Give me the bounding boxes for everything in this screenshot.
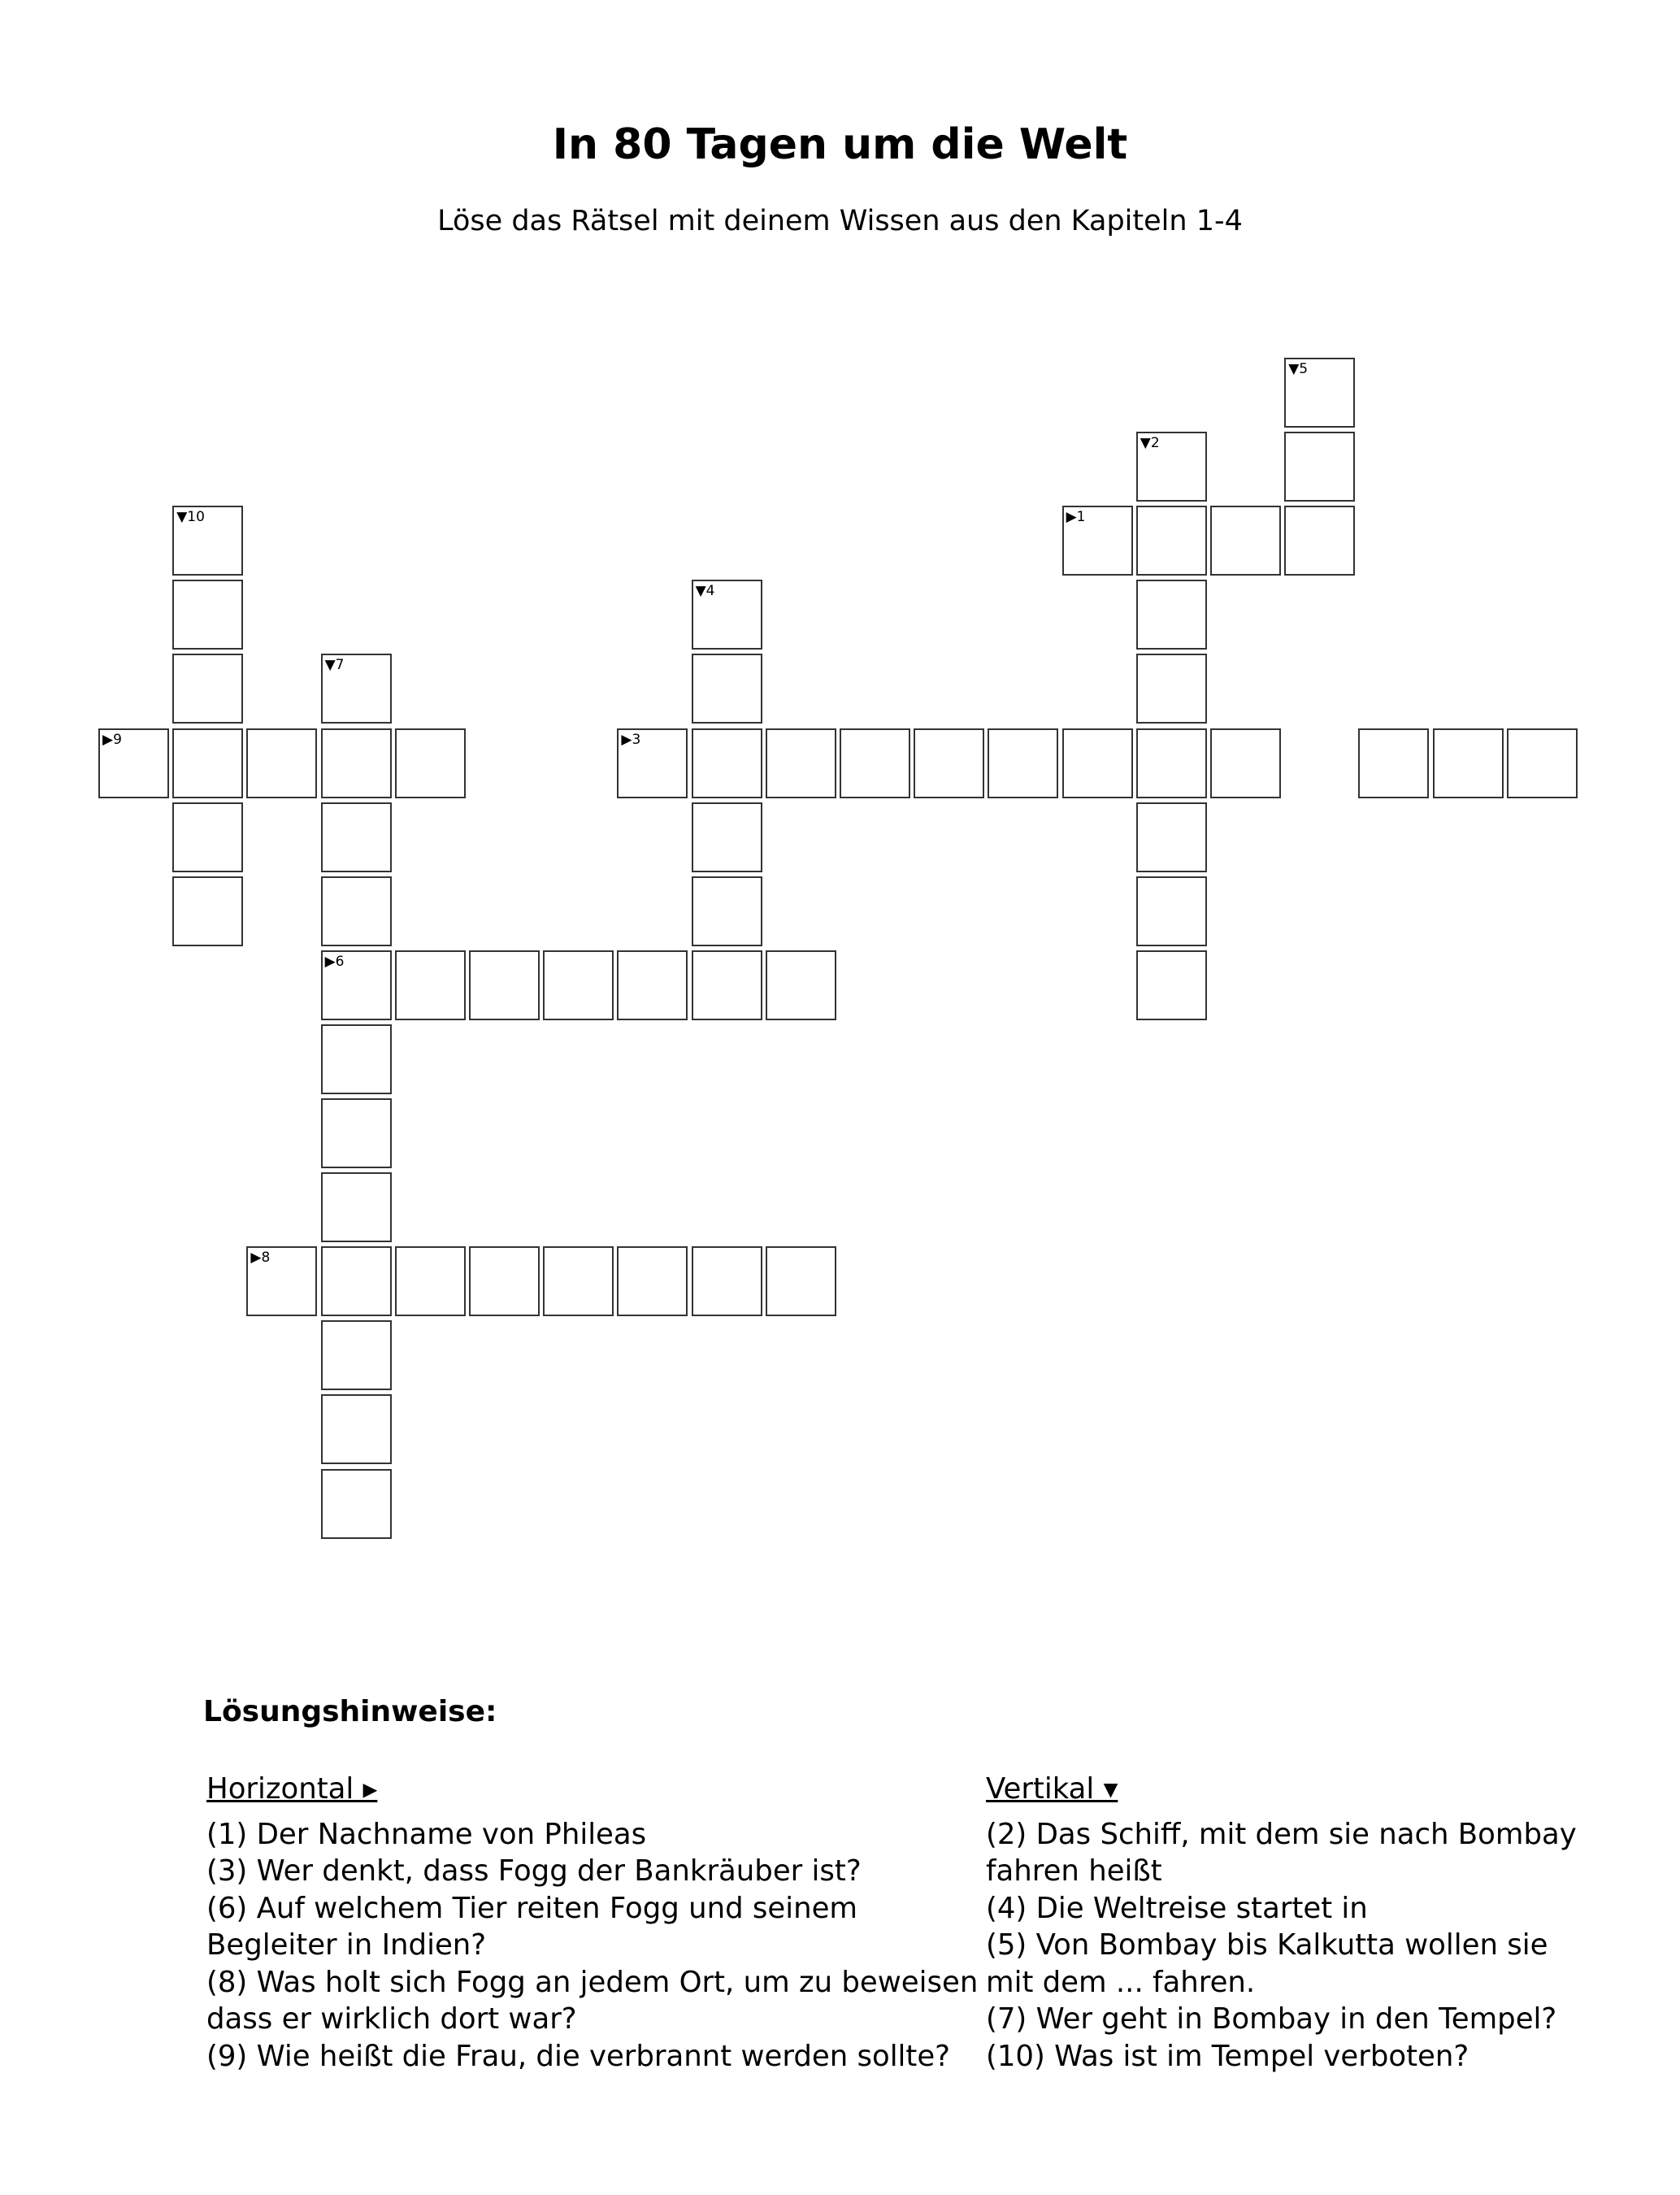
- clue-number: ▶1: [1066, 509, 1086, 526]
- grid-cell[interactable]: [1136, 802, 1207, 872]
- grid-cell[interactable]: [1136, 728, 1207, 798]
- grid-cell[interactable]: [692, 876, 762, 946]
- grid-cell[interactable]: [692, 728, 762, 798]
- horizontal-heading: Horizontal ▸: [206, 1772, 378, 1806]
- clue-number: ▼2: [1140, 435, 1160, 452]
- clue-number: ▶9: [102, 731, 122, 748]
- grid-cell[interactable]: [321, 728, 392, 798]
- grid-cell[interactable]: [692, 580, 762, 650]
- grid-cell[interactable]: [1358, 728, 1429, 798]
- clue-vertical-4: (4) Die Weltreise startet in: [986, 1891, 1368, 1925]
- grid-cell[interactable]: [321, 1469, 392, 1539]
- clue-number: ▶8: [250, 1250, 271, 1267]
- grid-cell[interactable]: [395, 728, 466, 798]
- grid-cell[interactable]: [692, 1246, 762, 1316]
- grid-cell[interactable]: [617, 1246, 688, 1316]
- clue-number: ▼4: [695, 583, 715, 600]
- grid-cell[interactable]: [766, 950, 836, 1020]
- clue-number: ▶6: [324, 953, 345, 970]
- grid-cell[interactable]: [840, 728, 910, 798]
- grid-cell[interactable]: [172, 728, 243, 798]
- grid-cell[interactable]: [172, 876, 243, 946]
- grid-cell[interactable]: [1136, 580, 1207, 650]
- grid-cell[interactable]: [172, 506, 243, 576]
- grid-cell[interactable]: [321, 1320, 392, 1390]
- grid-cell[interactable]: [543, 950, 614, 1020]
- clue-number: ▼10: [176, 509, 205, 526]
- grid-cell[interactable]: [321, 1024, 392, 1094]
- clue-number: ▶3: [621, 731, 641, 748]
- grid-cell[interactable]: [246, 728, 317, 798]
- clue-horizontal-3: (3) Wer denkt, dass Fogg der Bankräuber ist?: [206, 1854, 862, 1888]
- grid-cell[interactable]: [172, 802, 243, 872]
- vertical-clues: [986, 1771, 1604, 2075]
- grid-cell[interactable]: [1433, 728, 1504, 798]
- grid-cell[interactable]: [1210, 728, 1281, 798]
- clue-vertical-10: (10) Was ist im Tempel verboten?: [986, 2039, 1469, 2073]
- clue-vertical-5: (5) Von Bombay bis Kalkutta wollen sie mit dem ... fahren.: [986, 1928, 1548, 1999]
- grid-cell[interactable]: [321, 950, 392, 1020]
- clue-horizontal-6: (6) Auf welchem Tier reiten Fogg und seinem Begleiter in Indien?: [206, 1891, 858, 1962]
- grid-cell[interactable]: [1284, 358, 1355, 428]
- page-subtitle: Löse das Rätsel mit deinem Wissen aus den Kapiteln 1-4: [437, 205, 1243, 237]
- grid-cell[interactable]: [1062, 728, 1133, 798]
- grid-cell[interactable]: [1210, 506, 1281, 576]
- clue-horizontal-8: (8) Was holt sich Fogg an jedem Ort, um zu beweisen dass er wirklich dort war?: [206, 1965, 979, 2036]
- grid-cell[interactable]: [1284, 506, 1355, 576]
- grid-cell[interactable]: [98, 728, 169, 798]
- grid-cell[interactable]: [1284, 432, 1355, 502]
- grid-cell[interactable]: [766, 1246, 836, 1316]
- grid-cell[interactable]: [1062, 506, 1133, 576]
- grid-cell[interactable]: [321, 1098, 392, 1168]
- grid-cell[interactable]: [321, 1172, 392, 1242]
- clue-horizontal-9: (9) Wie heißt die Frau, die verbrannt werden sollte?: [206, 2039, 951, 2073]
- grid-cell[interactable]: [172, 580, 243, 650]
- grid-cell[interactable]: [1136, 654, 1207, 724]
- grid-cell[interactable]: [617, 950, 688, 1020]
- horizontal-clues: [206, 1771, 979, 2075]
- grid-cell[interactable]: [1136, 950, 1207, 1020]
- clue-number: ▼5: [1288, 361, 1309, 377]
- grid-cell[interactable]: [321, 876, 392, 946]
- grid-cell[interactable]: [543, 1246, 614, 1316]
- grid-cell[interactable]: [692, 654, 762, 724]
- clue-number: ▼7: [324, 657, 345, 674]
- hints-heading: Lösungshinweise:: [203, 1695, 497, 1728]
- grid-cell[interactable]: [988, 728, 1058, 798]
- grid-cell[interactable]: [692, 802, 762, 872]
- grid-cell[interactable]: [321, 1246, 392, 1316]
- grid-cell[interactable]: [321, 1394, 392, 1464]
- grid-cell[interactable]: [692, 950, 762, 1020]
- grid-cell[interactable]: [321, 802, 392, 872]
- clue-vertical-7: (7) Wer geht in Bombay in den Tempel?: [986, 2002, 1557, 2036]
- clue-horizontal-1: (1) Der Nachname von Phileas: [206, 1817, 647, 1851]
- grid-cell[interactable]: [1136, 506, 1207, 576]
- vertical-heading: Vertikal ▾: [986, 1772, 1118, 1806]
- grid-cell[interactable]: [246, 1246, 317, 1316]
- grid-cell[interactable]: [469, 950, 540, 1020]
- grid-cell[interactable]: [395, 950, 466, 1020]
- grid-cell[interactable]: [1507, 728, 1578, 798]
- grid-cell[interactable]: [766, 728, 836, 798]
- grid-cell[interactable]: [321, 654, 392, 724]
- grid-cell[interactable]: [172, 654, 243, 724]
- clue-vertical-2: (2) Das Schiff, mit dem sie nach Bombay fahren heißt: [986, 1817, 1577, 1888]
- grid-cell[interactable]: [1136, 876, 1207, 946]
- grid-cell[interactable]: [1136, 432, 1207, 502]
- grid-cell[interactable]: [914, 728, 984, 798]
- page-title: In 80 Tagen um die Welt: [552, 120, 1128, 169]
- grid-cell[interactable]: [469, 1246, 540, 1316]
- grid-cell[interactable]: [395, 1246, 466, 1316]
- grid-cell[interactable]: [617, 728, 688, 798]
